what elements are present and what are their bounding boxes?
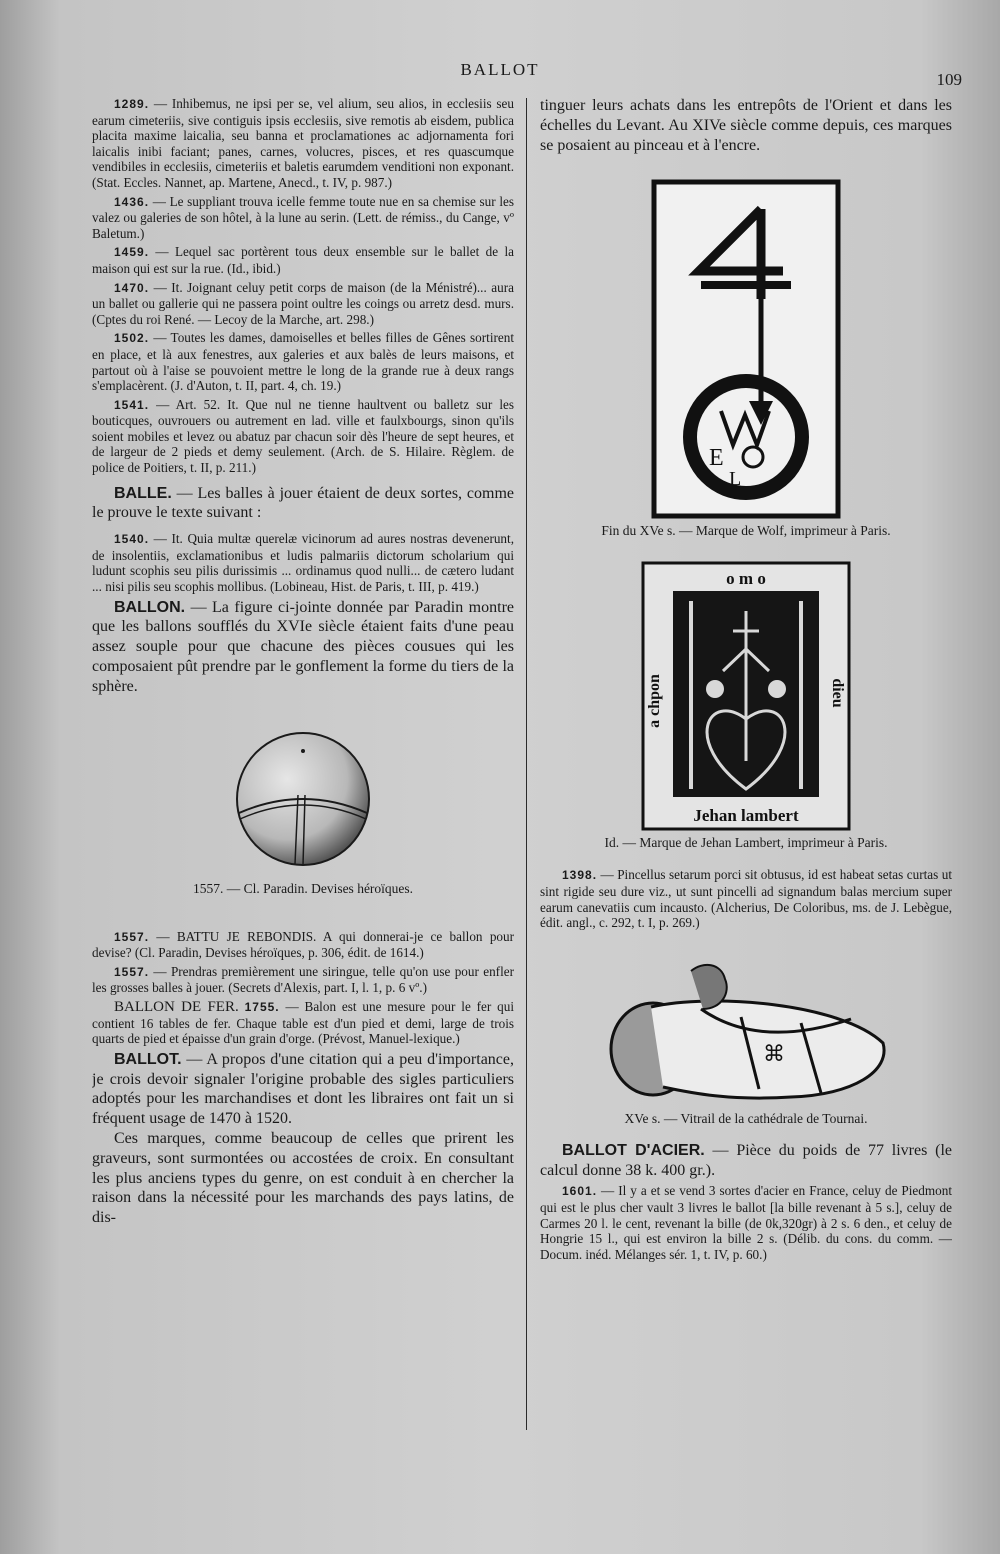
entry-1398: 1398. — Pincellus setarum porci sit obtusus, id est habeat setas curtas ut sint rigide seu dure viz., ut sunt pincelli ad signandum balas mercium super earum canevatiis cum incausto. (Alcherius, De Coloribus, ms. de J. Lebègue, édit. angl., c. 292, t. I, p. 269.) xyxy=(540,867,952,931)
entry-1540: 1540. — It. Quia multæ querelæ vicinorum ad aures nostras devenerunt, de insolentiis, exclamationibus et ludis palmariis dictorum scholarium qui ludunt scophis seu pilis durissimis ... ordinamus quod nulli... de cætero ludant ... nisi pilis seu scophis mollibus. (Lobineau, Hist. de Paris, t. III, p. 419.) xyxy=(92,531,514,595)
entry-ballon: BALLON. — La figure ci-jointe donnée par Paradin montre que les ballons soufflés du XVIe siècle étaient faits d'une peau assez souple pour que chacune des pièces cousues qui les composaient pût prendre par le gonflement la forme du tiers de la sphère. xyxy=(92,598,514,695)
svg-text:L: L xyxy=(729,468,742,491)
svg-text:E: E xyxy=(709,445,724,472)
entry-1557-a: 1557. — BATTU JE REBONDIS. A qui donnerai-je ce ballon pour devise? (Cl. Paradin, Devises héroïques, p. 306, édit. de 1614.) xyxy=(92,928,514,961)
mark-left-legend: a chpon xyxy=(646,674,663,729)
mark-bottom-legend: Jehan lambert xyxy=(693,806,799,826)
mark-top-legend: o m o xyxy=(726,569,766,589)
page-number: 109 xyxy=(936,70,962,89)
mark-right-legend: dieu xyxy=(829,678,846,709)
entry-ballot: BALLOT. — A propos d'une citation qui a peu d'importance, je crois devoir signaler l'origine probable des sigles particuliers adoptés pour les marchandises et dont les libraires ont fait un si fréquent usage de 1470 à 1520. xyxy=(92,1050,514,1128)
entry-1459: 1459. — Lequel sac portèrent tous deux ensemble sur le ballet de la maison qui est sur la rue. (Id., ibid.) xyxy=(92,244,514,276)
column-rule xyxy=(526,98,527,1430)
jehan-lambert-printer-mark xyxy=(641,561,851,831)
wolf-printer-mark xyxy=(651,179,841,519)
entry-balle: BALLE. — Les balles à jouer étaient de deux sortes, comme le prouve le texte suivant : xyxy=(92,484,514,522)
entry-ballon-de-fer: BALLON DE FER. 1755. — Balon est une mesure pour le fer qui contient 16 tables de fer. Chaque table est d'un pied et demi, large de trois quarts de pied et épaisse d'un grain d'orge. (Prévost, Manuel-lexique.) xyxy=(92,998,514,1047)
entry-1436: 1436. — Le suppliant trouva icelle femme toute nue en sa chemise sur les valez ou galeries de son hôtel, à la lune au serin. (Lett. de rémiss., du Cange, vº Baletum.) xyxy=(92,193,514,241)
entry-ballot-continued: Ces marques, comme beaucoup de celles que prirent les graveurs, sont surmontées ou accostées de croix. En consultant les plus anciens types du genre, on est conduit à en chercher la raison dans la nécessité pour les marchands des pays latins, de dis- xyxy=(92,1129,514,1227)
figure-caption-ball: 1557. — Cl. Paradin. Devises héroïques. xyxy=(192,880,414,896)
entry-ballot-d-acier: BALLOT D'ACIER. — Pièce du poids de 77 livres (le calcul donne 38 k. 400 gr.). xyxy=(540,1141,952,1179)
svg-text:⌘: ⌘ xyxy=(763,1040,785,1066)
ball-engraving xyxy=(203,727,403,877)
entry-1502: 1502. — Toutes les dames, damoiselles et belles filles de Gênes sortirent en place, et là aux fenestres, aux galeries et aux balès de leurs maisons, et partout où à l'aise se pouvoient mettre le long de la grande rue à deux rangs s'emplacèrent. (J. d'Auton, t. II, part. 4, ch. 19.) xyxy=(92,330,514,394)
figure-caption-lambert: Id. — Marque de Jehan Lambert, imprimeur à Paris. xyxy=(604,835,888,851)
running-title: BALLOT xyxy=(460,60,540,79)
entry-1601: 1601. — Il y a et se vend 3 sortes d'acier en France, celuy de Piedmont qui est le plus cher vault 3 livres le ballot [la bille revenant à 5 s.], celuy de Carmes 20 l. le cent, revenant la bille (de 0k,320gr) à 2 s. 6 den., et celuy de Hongrie 15 l., qui est environ la bille 2 s. (Délib. du cons. du comm. — Docum. inéd. Mélanges sér. 1, t. IV, p. 60.) xyxy=(540,1183,952,1262)
entry-1541: 1541. — Art. 52. It. Que nul ne tienne haultvent ou balletz sur les bouticques, ouvrouers ou autrement en lad. ville et faulxbourgs, sinon qu'ils soient mobiles et levez ou abatuz par chacun soir dès l'heure de sept heures, et de largeur de 2 pieds et demy seulement. (Arch. de S. Hilaire. Règlem. de police de Poitiers, t. II, p. 211.) xyxy=(92,396,514,476)
entry-1470: 1470. — It. Joignant celuy petit corps de maison (de la Ménistré)... aura un ballet ou gallerie qui ne passera point oultre les coings ou arretz desd. murs. (Cptes du roi René. — Lecoy de la Marche, art. 298.) xyxy=(92,279,514,327)
entry-1289: 1289. — Inhibemus, ne ipsi per se, vel alium, seu alios, in ecclesiis seu earum cimeteriis, sive contiguis ipsis ecclesiis, sive remotis ab eisdem, publica placita maxime laicalia, seu banna et proclamationes ac adjornamenta fori laicalis inibi faciant; panes, carnes, volucres, pisces, et res quascumque vendibiles in ecclesiis, cimeteriis et baletis earumdem venditioni non exponant. (Stat. Eccles. Nannet, ap. Martene, Anecd., t. IV, p. 987.) xyxy=(92,96,514,190)
ballot-continuation: tinguer leurs achats dans les entrepôts de l'Orient et dans les échelles du Levant. Au XIVe siècle comme depuis, ces marques se posaient au pinceau et à l'encre. xyxy=(540,97,952,154)
left-column xyxy=(92,96,514,1446)
right-column xyxy=(540,96,952,1446)
entry-1557-b: 1557. — Prendras premièrement une siringue, telle qu'on use pour enfler les grosses balles à jouer. (Secrets d'Alexis, part. I, l. 1, p. 6 vº.) xyxy=(92,963,514,996)
figure-caption-wolf: Fin du XVe s. — Marque de Wolf, imprimeur à Paris. xyxy=(601,523,891,539)
figure-caption-bag: XVe s. — Vitrail de la cathédrale de Tournai. xyxy=(624,1110,868,1126)
merchant-bale-engraving xyxy=(591,957,901,1107)
